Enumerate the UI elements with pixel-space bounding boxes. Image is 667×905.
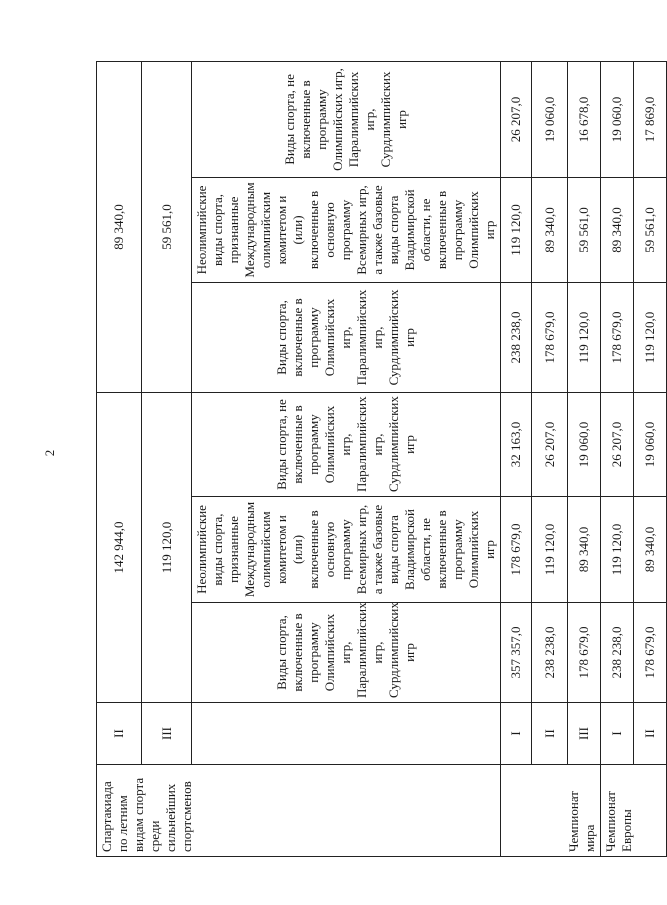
rank-cell: III (142, 703, 192, 765)
value-cell: 178 679,0 (601, 282, 634, 392)
value-cell: 178 679,0 (634, 603, 667, 703)
header-nonolympic: Неолимпийские виды спорта, признанные Международным олимпийским комитетом и (или) включенные в основную программу Всемирных игр, а также базовые виды спорта Владимирской области, не включенные в программу Олимпийских игр (192, 497, 501, 603)
value-cell: 59 561,0 (142, 61, 192, 392)
value-cell: 119 120,0 (601, 497, 634, 603)
value-cell: 119 120,0 (568, 282, 601, 392)
table-row (634, 61, 667, 856)
value-cell: 178 679,0 (532, 282, 568, 392)
header-not-included: Виды спорта, не включенные в программу Олимпийских игр, Паралимпийских игр, Сурдлимпийских игр (192, 61, 501, 177)
value-cell: 59 561,0 (634, 177, 667, 282)
group-label-spartakiad: Спартакиада по летним видам спорта среди сильнейших спортсменов (97, 765, 501, 857)
value-cell: 89 340,0 (532, 177, 568, 282)
rank-cell: III (568, 703, 601, 765)
value-cell: 89 340,0 (568, 497, 601, 603)
value-cell: 26 207,0 (501, 61, 532, 177)
value-cell: 119 120,0 (532, 497, 568, 603)
value-cell: 89 340,0 (601, 177, 634, 282)
header-olympic: Виды спорта, включенные в программу Олимпийских игр, Паралимпийских игр, Сурдлимпийских игр (192, 603, 501, 703)
value-cell: 178 679,0 (568, 603, 601, 703)
value-cell: 17 869,0 (634, 61, 667, 177)
header-olympic: Виды спорта, включенные в программу Олимпийских игр, Паралимпийских игр, Сурдлимпийских игр (192, 282, 501, 392)
value-cell: 119 120,0 (634, 282, 667, 392)
rank-cell: I (501, 703, 532, 765)
value-cell: 26 207,0 (601, 392, 634, 496)
value-cell: 32 163,0 (501, 392, 532, 496)
group-label-world: Чемпионат мира (501, 765, 601, 857)
value-cell: 357 357,0 (501, 603, 532, 703)
value-cell: 119 120,0 (501, 177, 532, 282)
value-cell: 19 060,0 (634, 392, 667, 496)
rank-cell: II (532, 703, 568, 765)
table-row (601, 61, 634, 856)
value-cell: 238 238,0 (601, 603, 634, 703)
value-cell: 16 678,0 (568, 61, 601, 177)
value-cell: 238 238,0 (532, 603, 568, 703)
empty-cell (192, 703, 501, 765)
table-row (192, 61, 501, 856)
table-row (142, 61, 192, 856)
header-not-included: Виды спорта, не включенные в программу Олимпийских игр, Паралимпийских игр, Сурдлимпийских игр (192, 392, 501, 496)
table-row (568, 61, 601, 856)
page-number: 2 (42, 449, 57, 457)
value-cell: 238 238,0 (501, 282, 532, 392)
table-row (501, 61, 532, 856)
value-cell: 142 944,0 (97, 392, 142, 702)
value-cell: 19 060,0 (532, 61, 568, 177)
header-nonolympic: Неолимпийские виды спорта, признанные Международным олимпийским комитетом и (или) включенные в основную программу Всемирных игр, а также базовые виды спорта Владимирской области, не включенные в программу Олимпийских игр (192, 177, 501, 282)
rank-cell: I (601, 703, 634, 765)
rank-cell: II (97, 703, 142, 765)
table-row (97, 61, 142, 856)
value-cell: 19 060,0 (601, 61, 634, 177)
value-cell: 89 340,0 (97, 61, 142, 392)
group-label-europe: Чемпионат Европы (601, 765, 667, 857)
value-cell: 89 340,0 (634, 497, 667, 603)
value-cell: 19 060,0 (568, 392, 601, 496)
value-cell: 26 207,0 (532, 392, 568, 496)
prize-table (96, 61, 667, 857)
value-cell: 59 561,0 (568, 177, 601, 282)
value-cell: 178 679,0 (501, 497, 532, 603)
rotated-table-wrapper (96, 62, 657, 857)
value-cell: 119 120,0 (142, 392, 192, 702)
table-row (532, 61, 568, 856)
rank-cell: II (634, 703, 667, 765)
